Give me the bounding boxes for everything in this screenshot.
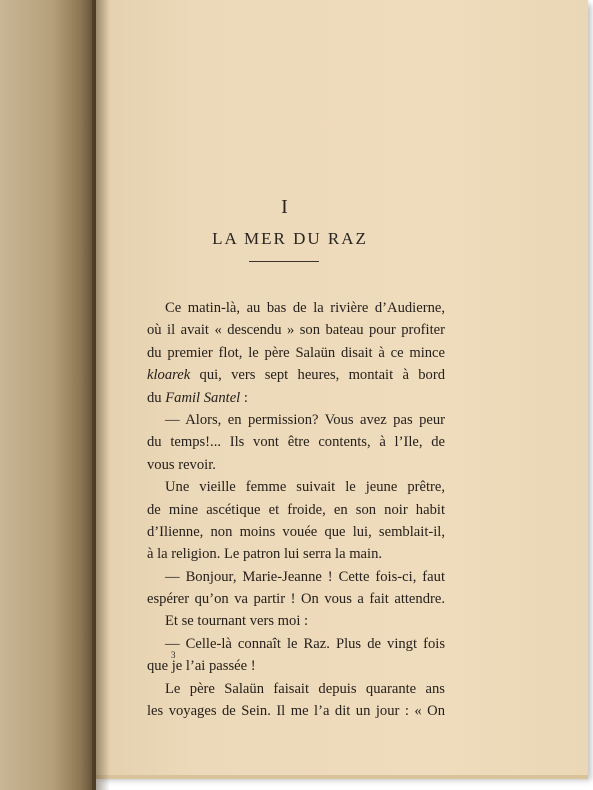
text-line: de mine ascétique et froide, en son noir habit bbox=[147, 501, 445, 518]
text-line: kloarek qui, vers sept heures, montait à bord bbox=[147, 367, 445, 384]
body-text bbox=[147, 297, 445, 722]
text-line: à la religion. Le patron lui serra la main. bbox=[147, 546, 383, 563]
text-line: d’Ilienne, non moins vouée que lui, semblait-il, bbox=[147, 523, 445, 540]
text-line: espérer qu’on va partir ! On vous a fait attendre. bbox=[147, 591, 445, 608]
text-line: où il avait « descendu » son bateau pour profiter bbox=[147, 322, 445, 339]
text-line: vous revoir. bbox=[147, 456, 216, 473]
text-line: du temps!... Ils vont être contents, à l’Ile, de bbox=[147, 434, 445, 451]
page-bottom-edge bbox=[96, 775, 588, 779]
text-line: Le père Salaün faisait depuis quarante ans bbox=[165, 680, 445, 697]
text-line: les voyages de Sein. Il me l’a dit un jour : « On bbox=[147, 703, 445, 720]
text-line: — Bonjour, Marie-Jeanne ! Cette fois-ci, faut bbox=[165, 568, 445, 585]
text-line: Et se tournant vers moi : bbox=[165, 613, 309, 630]
title-rule bbox=[249, 261, 319, 262]
left-page-edge bbox=[0, 0, 96, 790]
page-number: 3 bbox=[171, 650, 176, 660]
text-line: — Celle-là connaît le Raz. Plus de vingt fois bbox=[165, 635, 445, 652]
text-line: du Famil Santel : bbox=[147, 389, 248, 406]
chapter-number: I bbox=[281, 196, 289, 218]
text-line: du premier flot, le père Salaün disait à ce mince bbox=[147, 344, 445, 361]
text-line: — Alors, en permission? Vous avez pas peur bbox=[165, 411, 445, 428]
spine-shadow bbox=[92, 0, 110, 790]
text-line: Une vieille femme suivait le jeune prêtre, bbox=[165, 479, 445, 496]
chapter-title: LA MER DU RAZ bbox=[212, 229, 368, 248]
text-line: que je l’ai passée ! bbox=[147, 658, 256, 675]
text-line: Ce matin-là, au bas de la rivière d’Audierne, bbox=[165, 300, 445, 316]
